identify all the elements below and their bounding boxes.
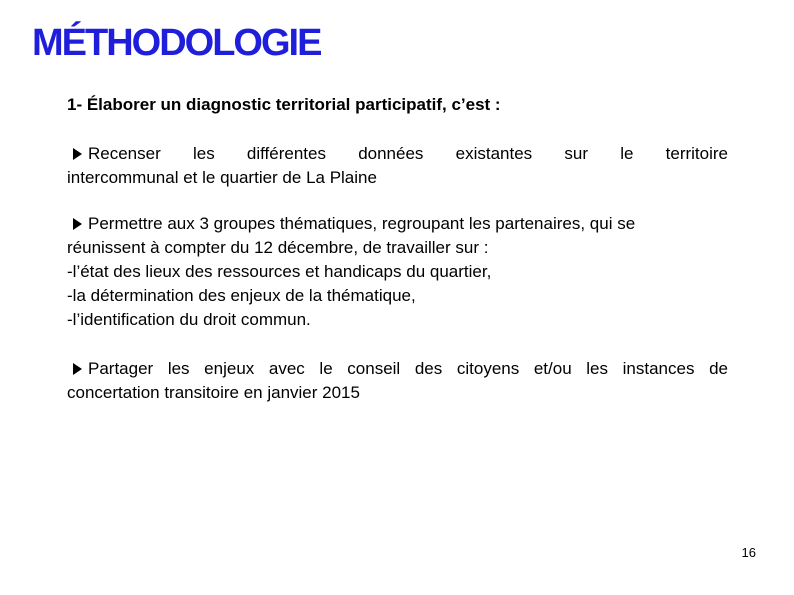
bullet-text: Recenser les différentes données existantes sur le territoire — [88, 144, 728, 163]
bullet-text: Permettre aux 3 groupes thématiques, regroupant les partenaires, qui se — [88, 214, 636, 233]
bullet-line — [67, 142, 728, 166]
bullet-paragraph-2 — [67, 212, 728, 332]
bullet-line — [67, 212, 728, 236]
triangle-right-icon — [73, 363, 82, 375]
bullet-line — [67, 357, 728, 381]
bullet-text: Partager les enjeux avec le conseil des citoyens et/ou les instances de — [88, 359, 728, 378]
bullet-line: -l’identification du droit commun. — [67, 310, 311, 329]
bullet-line: concertation transitoire en janvier 2015 — [67, 383, 360, 402]
bullet-paragraph-1 — [67, 142, 728, 190]
triangle-right-icon — [73, 218, 82, 230]
slide-title: MÉTHODOLOGIE — [32, 22, 321, 64]
slide-subtitle: 1- Élaborer un diagnostic territorial participatif, c’est : — [67, 95, 501, 114]
bullet-line: -la détermination des enjeux de la thématique, — [67, 286, 416, 305]
page-number: 16 — [741, 545, 756, 560]
bullet-line: intercommunal et le quartier de La Plaine — [67, 168, 377, 187]
bullet-line: -l’état des lieux des ressources et handicaps du quartier, — [67, 262, 492, 281]
bullet-line: réunissent à compter du 12 décembre, de travailler sur : — [67, 238, 489, 257]
bullet-paragraph-3 — [67, 357, 728, 405]
triangle-right-icon — [73, 148, 82, 160]
